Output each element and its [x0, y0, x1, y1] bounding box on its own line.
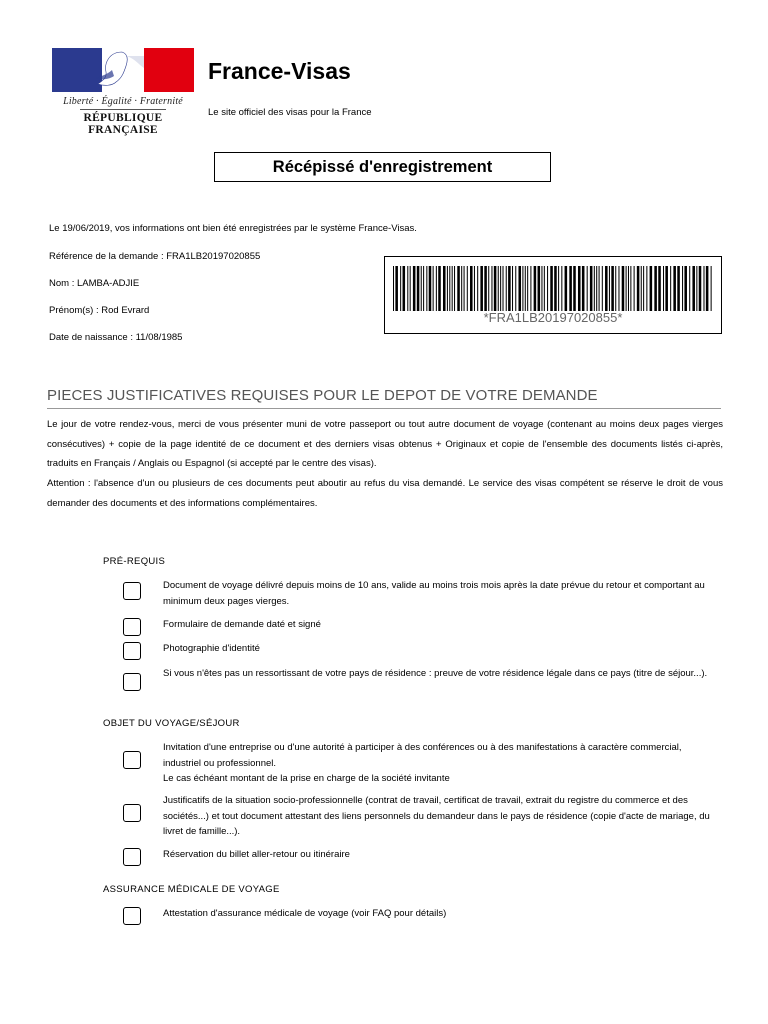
- barcode-bar: [646, 266, 647, 311]
- barcode-bar: [550, 266, 553, 311]
- barcode-bar: [605, 266, 608, 311]
- barcode-bar: [522, 266, 523, 311]
- barcode-bar: [706, 266, 709, 311]
- barcode-bar: [541, 266, 542, 311]
- barcode-bar: [407, 266, 408, 311]
- barcode-bar: [518, 266, 521, 311]
- checklist-item: Justificatifs de la situation socio-professionnelle (contrat de travail, certificat de travail, extrait du registre du commerce et des sociétés...) et tout document attestant des liens personnels du demandeur dans le pays de résidence (copie d'acte de mariage, du livret de famille...).: [163, 795, 710, 837]
- barcode-bar: [421, 266, 422, 311]
- barcode-bar: [413, 266, 416, 311]
- checkbox[interactable]: [123, 642, 141, 660]
- category-assurance-title: ASSURANCE MÉDICALE DE VOYAGE: [103, 884, 280, 895]
- barcode-bar: [665, 266, 668, 311]
- receipt-title-box: [214, 152, 551, 182]
- barcode-bar: [452, 266, 453, 311]
- barcode-bar: [443, 266, 446, 311]
- receipt-title: Récépissé d'enregistrement: [272, 157, 493, 176]
- barcode-bar: [558, 266, 559, 311]
- barcode-bar: [561, 266, 562, 311]
- checklist-item: Document de voyage délivré depuis moins de 10 ans, valide au moins trois mois après la date prévue du retour et comportant au minimum deux pages vierges.: [163, 580, 705, 607]
- checklist-item: Si vous n'êtes pas un ressortissant de votre pays de résidence : preuve de votre résidence légale dans ce pays (titre de séjour...).: [163, 668, 708, 679]
- barcode-icon: [393, 266, 713, 311]
- barcode-bar: [654, 266, 657, 311]
- marianne-flag-icon: [52, 48, 194, 92]
- barcode-bar: [663, 266, 664, 311]
- barcode-bar: [573, 266, 576, 311]
- barcode-bar: [534, 266, 537, 311]
- checklist-item: Formulaire de demande daté et signé: [163, 619, 321, 630]
- barcode-bar: [461, 266, 462, 311]
- barcode-bar: [641, 266, 642, 311]
- barcode-bar: [582, 266, 585, 311]
- barcode-bar: [410, 266, 411, 311]
- barcode-bar: [689, 266, 690, 311]
- registration-confirmation: Le 19/06/2019, vos informations ont bien été enregistrées par le système France-Visas.: [49, 223, 417, 234]
- checklist-item: [163, 740, 719, 787]
- barcode-bar: [474, 266, 475, 311]
- barcode-bar: [403, 266, 406, 311]
- barcode-bar: [429, 266, 432, 311]
- barcode-bar: [500, 266, 501, 311]
- barcode-bar: [658, 266, 661, 311]
- checklist-item-note: Le cas échéant montant de la prise en charge de la société invitante: [163, 773, 450, 784]
- barcode-bar: [449, 266, 450, 311]
- logo-divider: [80, 109, 166, 110]
- checkbox[interactable]: [123, 907, 141, 925]
- barcode-bar: [508, 266, 511, 311]
- barcode-bar: [677, 266, 680, 311]
- barcode-bar: [578, 266, 581, 311]
- barcode-bar: [609, 266, 610, 311]
- warning-paragraph: Attention : l'absence d'un ou plusieurs de ces documents peut aboutir au refus du visa demandé. Le service des visas compétent se réserve le droit de vous demander des documents et des informations complémentaires.: [47, 478, 723, 509]
- checklist-item: Attestation d'assurance médicale de voyage (voir FAQ pour détails): [163, 908, 447, 919]
- barcode-bar: [503, 266, 504, 311]
- barcode-bar: [684, 266, 687, 311]
- barcode-bar: [480, 266, 483, 311]
- section-divider: [47, 408, 721, 409]
- barcode-bar: [447, 266, 448, 311]
- barcode-bar: [626, 266, 627, 311]
- barcode-bar: [587, 266, 588, 311]
- checkbox[interactable]: [123, 751, 141, 769]
- barcode-bar: [630, 266, 631, 311]
- barcode-bar: [506, 266, 507, 311]
- site-subtitle: Le site officiel des visas pour la France: [208, 107, 372, 118]
- checkbox[interactable]: [123, 582, 141, 600]
- barcode-bar: [426, 266, 427, 311]
- republique-francaise-logo: [52, 48, 194, 136]
- barcode-bar: [393, 266, 394, 311]
- barcode-bar: [438, 266, 441, 311]
- barcode-bar: [650, 266, 653, 311]
- logo-motto: Liberté · Égalité · Fraternité: [63, 96, 183, 107]
- barcode-bar: [400, 266, 401, 311]
- barcode-bar: [618, 266, 619, 311]
- barcode-bar: [525, 266, 526, 311]
- barcode-bar: [498, 266, 499, 311]
- barcode-bar: [565, 266, 568, 311]
- barcode-bar: [395, 266, 398, 311]
- barcode-bar: [599, 266, 600, 311]
- applicant-name: Nom : LAMBA-ADJIE: [49, 278, 140, 289]
- barcode-text: *FRA1LB20197020855*: [483, 310, 623, 325]
- checkbox[interactable]: [123, 804, 141, 822]
- barcode-bar: [682, 266, 683, 311]
- barcode-bar: [590, 266, 593, 311]
- barcode-bar: [703, 266, 704, 311]
- barcode-bar: [634, 266, 635, 311]
- section-title: PIECES JUSTIFICATIVES REQUISES POUR LE DEPOT DE VOTRE DEMANDE: [47, 387, 598, 404]
- barcode-bar: [423, 266, 424, 311]
- checkbox[interactable]: [123, 848, 141, 866]
- barcode-bar: [454, 266, 455, 311]
- barcode-bar: [696, 266, 697, 311]
- barcode-bar: [477, 266, 478, 311]
- barcode-bar: [615, 266, 616, 311]
- barcode-bar: [643, 266, 644, 311]
- barcode-bar: [470, 266, 473, 311]
- checklist-item: Réservation du billet aller-retour ou itinéraire: [163, 849, 350, 860]
- barcode-bar: [464, 266, 465, 311]
- checklist-item: Photographie d'identité: [163, 643, 260, 654]
- barcode-bar: [596, 266, 597, 311]
- barcode-bar: [436, 266, 437, 311]
- barcode-bar: [594, 266, 595, 311]
- barcode-bar: [512, 266, 513, 311]
- logo-name: RÉPUBLIQUE FRANÇAISE: [83, 112, 163, 136]
- applicant-firstname: Prénom(s) : Rod Evrard: [49, 305, 150, 316]
- barcode-bar: [699, 266, 702, 311]
- barcode-bar: [569, 266, 572, 311]
- checklist-item-text: Invitation d'une entreprise ou d'une autorité à participer à des conférences ou à des manifestations à caractère commercial, industriel ou professionnel.: [163, 742, 682, 769]
- barcode-bar: [433, 266, 434, 311]
- barcode-bar: [488, 266, 489, 311]
- site-title: France-Visas: [208, 58, 351, 84]
- barcode-bar: [602, 266, 603, 311]
- barcode-bar: [515, 266, 516, 311]
- barcode-bar: [527, 266, 528, 311]
- barcode-bar: [457, 266, 460, 311]
- checkbox[interactable]: [123, 618, 141, 636]
- barcode-bar: [554, 266, 557, 311]
- barcode-bar: [484, 266, 487, 311]
- barcode-bar: [622, 266, 625, 311]
- category-objet-title: OBJET DU VOYAGE/SÉJOUR: [103, 718, 240, 729]
- barcode-bar: [417, 266, 420, 311]
- barcode-bar: [491, 266, 492, 311]
- barcode-bar: [494, 266, 497, 311]
- barcode-bar: [538, 266, 541, 311]
- applicant-birthdate: Date de naissance : 11/08/1985: [49, 332, 183, 343]
- barcode-bar: [637, 266, 640, 311]
- barcode-bar: [611, 266, 614, 311]
- barcode-bar: [692, 266, 695, 311]
- barcode-bar: [544, 266, 545, 311]
- checkbox[interactable]: [123, 673, 141, 691]
- barcode-box: [384, 256, 722, 334]
- barcode-bar: [673, 266, 676, 311]
- barcode-bar: [628, 266, 629, 311]
- application-reference: Référence de la demande : FRA1LB20197020855: [49, 251, 261, 262]
- barcode-bar: [670, 266, 671, 311]
- category-prerequis-title: PRÉ-REQUIS: [103, 556, 166, 567]
- barcode-bar: [547, 266, 548, 311]
- barcode-bar: [711, 266, 712, 311]
- barcode-bar: [530, 266, 531, 311]
- barcode-bar: [467, 266, 468, 311]
- instructions-paragraph: Le jour de votre rendez-vous, merci de vous présenter muni de votre passeport ou tout autre document de voyage (contenant au moins deux pages vierges consécutives) + copie de la page identité de ce document et des derniers visas obtenus + Originaux et copie de l'ensemble des documents listés ci-après, traduits en Français / Anglais ou Espagnol (si accepté par le centre des visas).: [47, 419, 723, 469]
